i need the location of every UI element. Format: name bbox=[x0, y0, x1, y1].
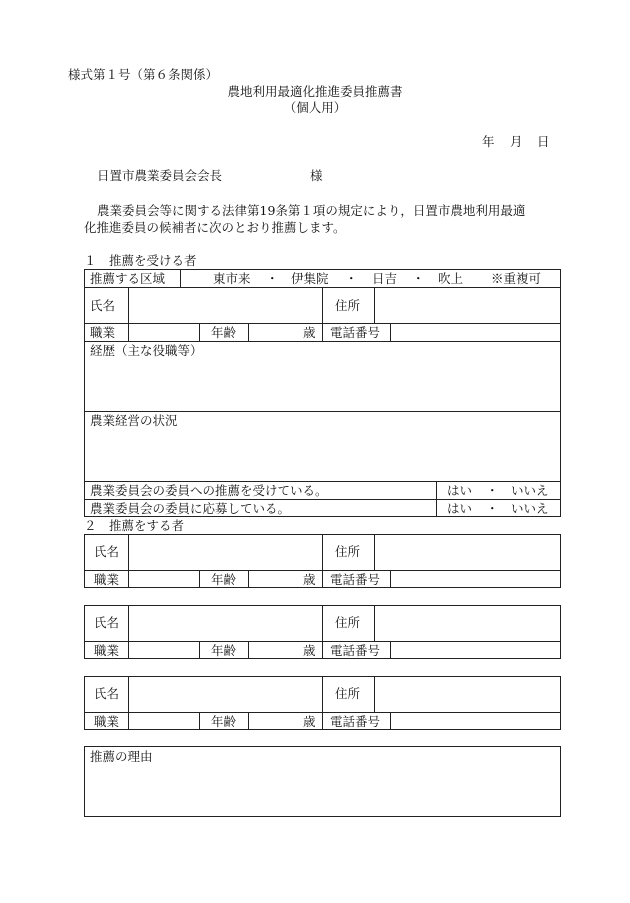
intro-line-1: 農業委員会等に関する法律第19条第１項の規定により，日置市農地利用最適 bbox=[97, 203, 526, 218]
nominator-phone-label: 電話番号 bbox=[330, 643, 381, 658]
nominator-occupation-label: 職業 bbox=[94, 572, 120, 587]
section1-heading: １ 推薦を受ける者 bbox=[84, 253, 197, 268]
career-label: 経歴（主な役職等） bbox=[90, 343, 203, 358]
nominator-name-label: 氏名 bbox=[94, 544, 120, 559]
addressee: 日置市農業委員会会長 bbox=[97, 168, 223, 183]
nominator-age-unit: 歳 bbox=[303, 714, 316, 729]
nominator-name-label: 氏名 bbox=[94, 686, 120, 701]
nominee-phone-label: 電話番号 bbox=[330, 325, 381, 340]
nominee-age-unit: 歳 bbox=[303, 325, 316, 340]
answer-yes: はい bbox=[447, 483, 473, 498]
district-fukiage: 吹上 bbox=[438, 271, 464, 286]
nominator-address-label: 住所 bbox=[335, 615, 361, 630]
farming-status-label: 農業経営の状況 bbox=[90, 413, 178, 428]
document-title: 農地利用最適化推進委員推薦書 bbox=[227, 84, 403, 99]
nominee-address-label: 住所 bbox=[335, 298, 361, 313]
honorific: 様 bbox=[310, 168, 323, 183]
nominee-name-label: 氏名 bbox=[90, 298, 116, 313]
nominator-address-label: 住所 bbox=[335, 544, 361, 559]
answer-separator: ・ bbox=[486, 501, 499, 516]
nominator-address-label: 住所 bbox=[335, 686, 361, 701]
question-committee-nomination: 農業委員会の委員への推薦を受けている。 bbox=[90, 483, 328, 498]
answer-separator: ・ bbox=[486, 483, 499, 498]
date-year: 年 bbox=[482, 134, 495, 149]
nominator-occupation-label: 職業 bbox=[94, 714, 120, 729]
nominator-age-label: 年齢 bbox=[211, 714, 237, 729]
nominee-occupation-label: 職業 bbox=[90, 325, 116, 340]
section2-heading: ２ 推薦をする者 bbox=[84, 518, 185, 533]
nominee-age-label: 年齢 bbox=[211, 325, 237, 340]
date-day: 日 bbox=[537, 134, 550, 149]
nominator-age-label: 年齢 bbox=[211, 572, 237, 587]
reason-label: 推薦の理由 bbox=[90, 749, 153, 764]
district-note: ※重複可 bbox=[491, 271, 542, 286]
nominator-age-unit: 歳 bbox=[303, 643, 316, 658]
document-subtitle: （個人用） bbox=[283, 100, 347, 115]
nominator-occupation-label: 職業 bbox=[94, 643, 120, 658]
intro-line-2: 化推進委員の候補者に次のとおり推薦します。 bbox=[84, 220, 346, 235]
district-hiyoshi: 日吉 bbox=[372, 271, 398, 286]
answer-no: いいえ bbox=[511, 483, 549, 498]
district-separator: ・ bbox=[266, 271, 279, 286]
question-committee-application: 農業委員会の委員に応募している。 bbox=[90, 501, 291, 516]
answer-yes: はい bbox=[447, 501, 473, 516]
date-month: 月 bbox=[510, 134, 523, 149]
nominator-name-label: 氏名 bbox=[94, 615, 120, 630]
form-number: 様式第１号（第６条関係） bbox=[68, 67, 219, 82]
district-ijuin: 伊集院 bbox=[291, 271, 329, 286]
nominator-age-label: 年齢 bbox=[211, 643, 237, 658]
nominator-phone-label: 電話番号 bbox=[330, 572, 381, 587]
district-label: 推薦する区域 bbox=[90, 271, 166, 286]
nominator-age-unit: 歳 bbox=[303, 572, 316, 587]
district-higashiichiki: 東市来 bbox=[213, 271, 251, 286]
answer-no: いいえ bbox=[511, 501, 549, 516]
nominator-phone-label: 電話番号 bbox=[330, 714, 381, 729]
district-separator: ・ bbox=[412, 271, 425, 286]
district-separator: ・ bbox=[345, 271, 358, 286]
